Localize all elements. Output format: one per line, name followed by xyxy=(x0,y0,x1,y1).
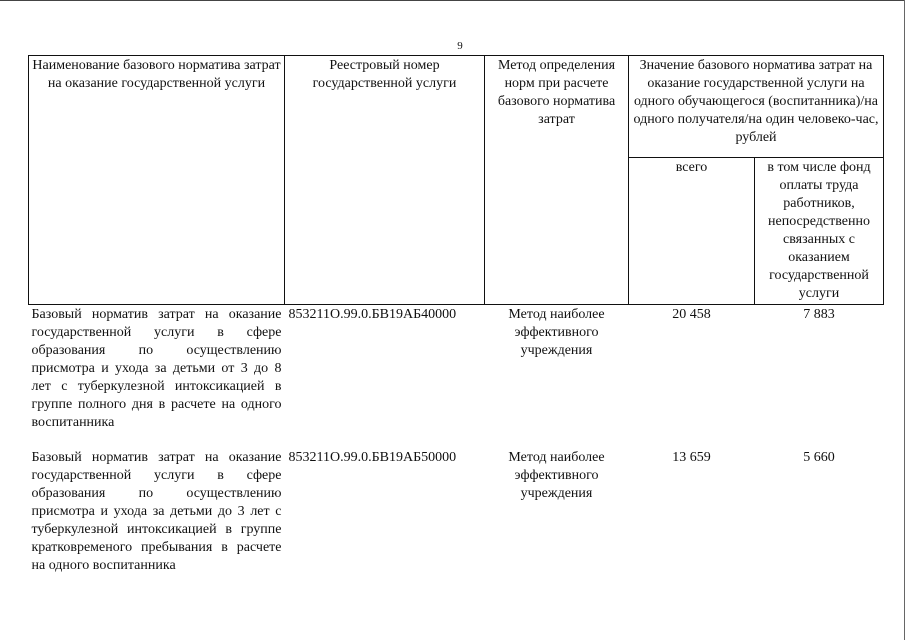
row-wages: 5 660 xyxy=(803,450,835,465)
header-total: всего xyxy=(629,158,755,305)
row-total: 20 458 xyxy=(672,307,711,322)
row-registry-number: 853211О.99.0.БВ19АБ50000 xyxy=(288,450,457,465)
header-method: Метод определения норм при расчете базового норматива затрат xyxy=(485,56,629,305)
header-name: Наименование базового норматива затрат на оказание государственной услуги xyxy=(29,56,285,305)
row-total: 13 659 xyxy=(672,450,711,465)
row-name: Базовый норматив затрат на оказание государственной услуги в сфере образования по осуществлению присмотра и ухода за детьми от 3 до 8 лет с туберкулезной интоксикацией в группе полного дня в расчете на одного воспитанника xyxy=(31,307,282,430)
row-name: Базовый норматив затрат на оказание государственной услуги в сфере образования по осуществлению присмотра и ухода за детьми до 3 лет с туберкулезной интоксикацией в группе кратковременого пребывания в расчете на одного воспитанника xyxy=(31,450,282,573)
header-registry-number: Реестровый номер государственной услуги xyxy=(285,56,485,305)
row-wages: 7 883 xyxy=(803,307,835,322)
row-method: Метод наиболее эффективного учреждения xyxy=(508,307,605,358)
row-registry-number: 853211О.99.0.БВ19АБ40000 xyxy=(288,307,457,322)
table-row xyxy=(29,305,884,450)
page-number: 9 xyxy=(457,40,463,52)
row-method: Метод наиболее эффективного учреждения xyxy=(508,450,605,501)
header-wages: в том числе фонд оплаты труда работников, непосредственно связанных с оказанием государственной услуги xyxy=(755,158,884,305)
scan-top-edge xyxy=(0,0,905,1)
cost-norms-table xyxy=(28,55,884,575)
table-row xyxy=(29,449,884,575)
header-value-group: Значение базового норматива затрат на оказание государственной услуги на одного обучающегося (воспитанника)/на одного получателя/на один человеко-час, рублей xyxy=(629,56,884,158)
